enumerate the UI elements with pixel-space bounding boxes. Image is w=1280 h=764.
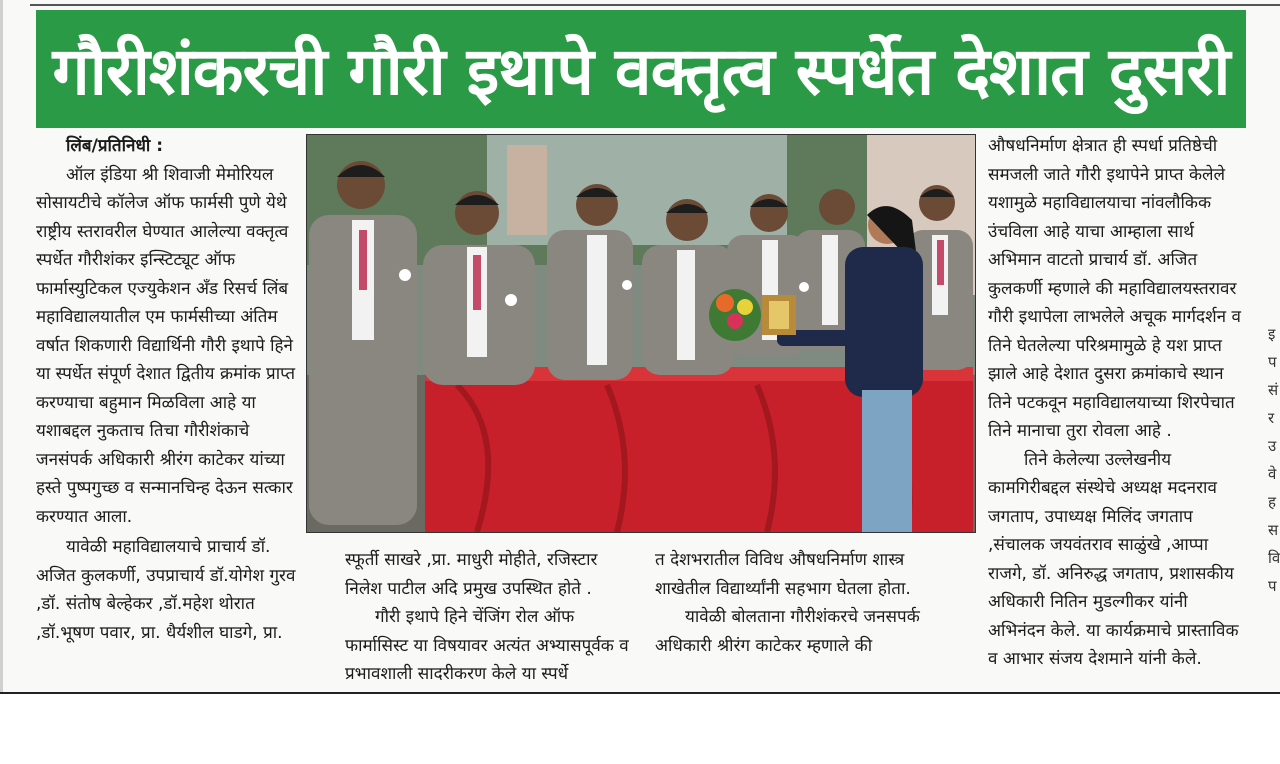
article-column-1 [36,132,298,647]
edge-char: र [1268,409,1275,427]
adjacent-article-edge [1268,320,1280,600]
article-column-3 [655,546,940,660]
headline-banner [36,10,1246,128]
top-rule [30,4,1280,6]
edge-char: इ [1268,325,1276,343]
paragraph: यावेळी महाविद्यालयाचे प्राचार्य डॉ. अजित कुलकर्णी, उपप्राचार्य डॉ.योगेश गुरव ,डॉ. संतोष बेल्हेकर ,डॉ.महेश थोरात ,डॉ.भूषण पवार, प्रा. धैर्यशील घाडगे, प्रा. [36,537,296,643]
edge-char: वि [1268,549,1280,567]
edge-char: स [1268,521,1279,539]
edge-char: वे [1268,465,1277,483]
paragraph: ऑल इंडिया श्री शिवाजी मेमोरियल सोसायटीचे कॉलेज ऑफ फार्मसी पुणे येथे राष्ट्रीय स्तरावरील घेण्यात आलेल्या वक्तृत्व स्पर्धेत गौरीशंकर इन्स्टिट्यूट ऑफ फार्मास्युटिकल एज्युकेशन अँड रिसर्च लिंब महाविद्यालयातील एम फार्मसीच्या अंतिम वर्षात शिकणारी विद्यार्थिनी गौरी इथापे हिने या स्पर्धेत संपूर्ण देशात द्वितीय क्रमांक प्राप्त करण्याचा बहुमान मिळविला आहे या यशाबद्दल नुकताच तिचा गौरीशंकाचे जनसंपर्क अधिकारी श्रीरंग काटेकर यांच्या हस्ते पुष्पगुच्छ व सन्मानचिन्ह देऊन सत्कार करण्यात आला. [36,164,296,527]
paragraph: स्फूर्ती साखरे ,प्रा. माधुरी मोहीते, रजिस्टार निलेश पाटील अदि प्रमुख उपस्थित होते . [345,550,598,599]
blank-margin [0,694,1280,764]
paragraph: गौरी इथापे हिने चेंजिंग रोल ऑफ फार्मासिस्ट या विषयावर अत्यंत अभ्यासपूर्वक व प्रभावशाली सादरीकरण केले या स्पर्धे [345,607,629,684]
edge-char: प [1268,577,1277,595]
headline-text: गौरीशंकरची गौरी इथापे वक्तृत्व स्पर्धेत देशात दुसरी [52,33,1230,110]
article-column-2 [345,546,629,689]
paragraph: यावेळी बोलताना गौरीशंकरचे जनसपर्क अधिकारी श्रीरंग काटेकर म्हणाले की [655,607,920,656]
paragraph: तिने केलेल्या उल्लेखनीय कामगिरीबद्दल संस्थेचे अध्यक्ष मदनराव जगताप, उपाध्यक्ष मिलिंद जगताप ,संचालक जयवंतराव साळुंखे ,आप्पा राजगे, डॉ. अनिरुद्ध जगताप, प्रशासकीय अधिकारी नितिन मुडल्गीकर यांनी अभिनंदन केले. या कार्यक्रमाचे प्रास्ताविक व आभार संजय देशमाने यांनी केले. [988,449,1239,669]
edge-char: उ [1268,437,1277,455]
edge-char: सं [1268,381,1279,399]
edge-char: प [1268,353,1277,371]
ceremony-photo-illustration [307,135,975,532]
paragraph: औषधनिर्माण क्षेत्रात ही स्पर्धा प्रतिष्ठेची समजली जाते गौरी इथापेने प्राप्त केलेले यशामुळे महाविद्यालयाचा नांवलौकिक उंचविला आहे याचा आम्हाला सार्थ अभिमान वाटतो प्राचार्य डॉ. अजित कुलकर्णी म्हणाले की महाविद्यालयस्तरावर गौरी इथापेला लाभलेले अचूक मार्गदर्शन व तिने घेतलेल्या परिश्रमामुळे हे यश प्राप्त झाले आहे देशात दुसरा क्रमांकाचे स्थान तिने पटकवून महाविद्यालयाच्या शिरपेचात तिने मानाचा तुरा रोवला आहे . [988,136,1241,441]
edge-char: ह [1268,493,1276,511]
paragraph: त देशभरातील विविध औषधनिर्माण शास्त्र शाखेतील विद्यार्थ्यांनी सहभाग घेतला होता. [655,550,911,599]
page-left-border [0,0,3,694]
byline: लिंब/प्रतिनिधी : [66,136,164,156]
award-ceremony-photo [306,134,976,533]
article-column-4 [988,132,1250,674]
